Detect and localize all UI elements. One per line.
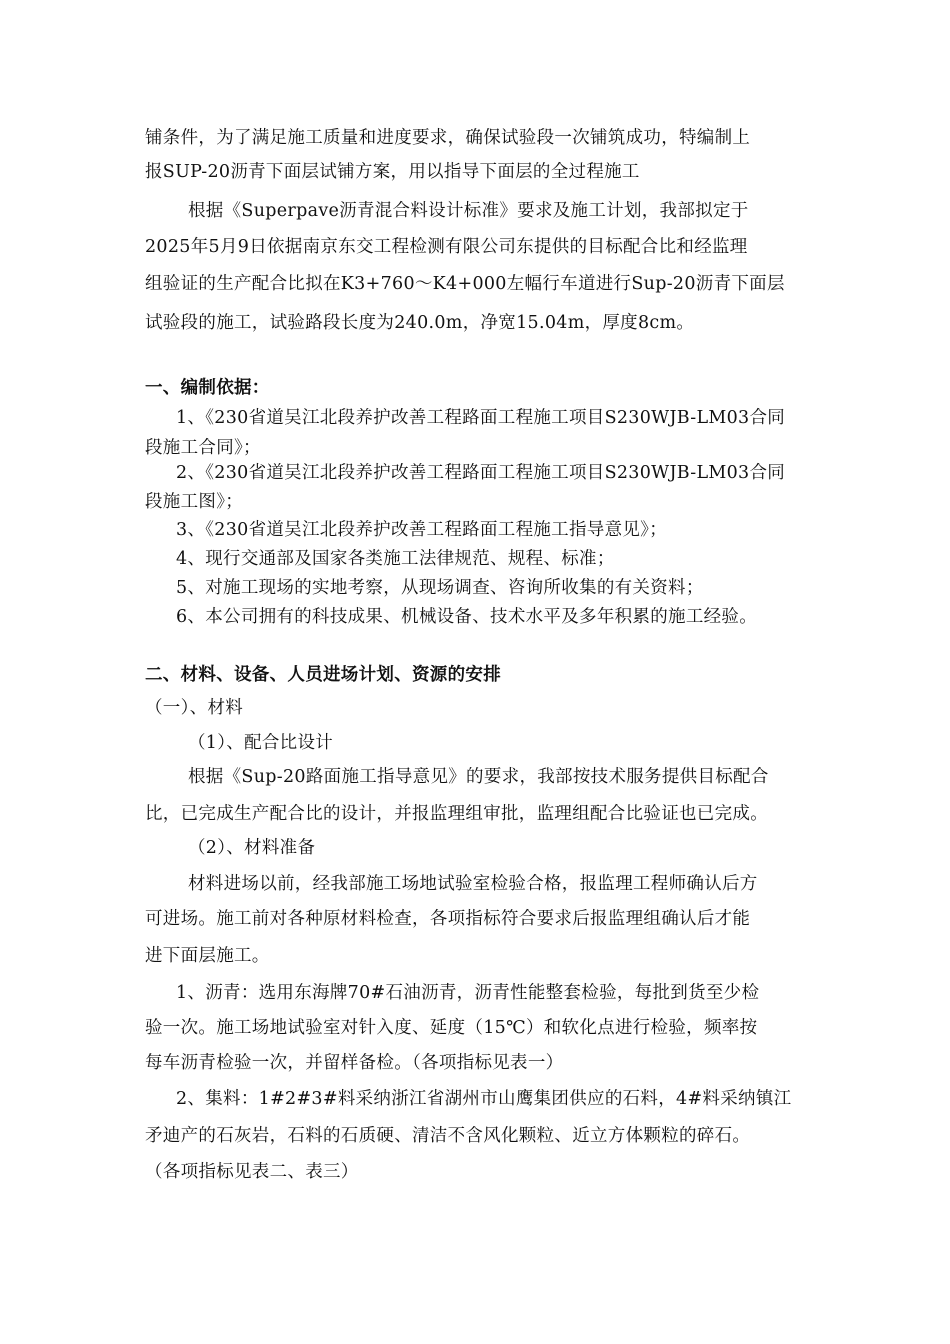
paragraph-line: 根据《Superpave沥青混合料设计标准》要求及施工计划，我部拟定于 [188,201,749,221]
list-item-continuation: 段施工图》； [145,492,244,512]
paragraph-line: 根据《Sup-20路面施工指导意见》的要求，我部按技术服务提供目标配合 [188,767,769,787]
list-item-continuation: 段施工合同》； [145,438,261,458]
list-item: 4、现行交通部及国家各类施工法律规范、规程、标准； [176,549,615,569]
section-heading: 二、材料、设备、人员进场计划、资源的安排 [145,665,501,685]
paragraph-line: 试验段的施工，试验路段长度为240.0m，净宽15.04m，厚度8cm。 [145,313,695,333]
section-heading: 一、编制依据： [145,378,270,398]
paragraph-line: 材料进场以前，经我部施工场地试验室检验合格，报监理工程师确认后方 [188,874,758,894]
list-item: 3、《230省道吴江北段养护改善工程路面工程施工指导意见》； [176,520,668,540]
paragraph-line: （各项指标见表二、表三） [145,1162,359,1182]
subsection-heading: （1）、配合比设计 [188,733,334,753]
list-item: 2、《230省道吴江北段养护改善工程路面工程施工项目S230WJB-LM03合同 [176,463,786,483]
subsection-heading: （2）、材料准备 [188,838,316,858]
paragraph-line: 组验证的生产配合比拟在K3+760～K4+000左幅行车道进行Sup-20沥青下面层 [145,274,785,294]
subsection-heading: （一）、材料 [145,698,244,718]
paragraph-line: 进下面层施工。 [145,946,270,966]
paragraph-line: 矛迪产的石灰岩，石料的石质硬、清洁不含风化颗粒、近立方体颗粒的碎石。 [145,1126,751,1146]
paragraph-line: 铺条件，为了满足施工质量和进度要求，确保试验段一次铺筑成功，特编制上 [145,128,751,148]
paragraph-line: 报SUP-20沥青下面层试铺方案，用以指导下面层的全过程施工 [145,162,640,182]
paragraph-line: 2025年5月9日依据南京东交工程检测有限公司东提供的目标配合比和经监理 [145,237,748,257]
list-item: 1、《230省道吴江北段养护改善工程路面工程施工项目S230WJB-LM03合同 [176,408,786,428]
paragraph-line: 每车沥青检验一次，并留样备检。（各项指标见表一） [145,1053,564,1073]
paragraph-line: 2、集料：1#2#3#料采纳浙江省湖州市山鹰集团供应的石料，4#料采纳镇江 [176,1089,792,1109]
list-item: 6、本公司拥有的科技成果、机械设备、技术水平及多年积累的施工经验。 [176,607,758,627]
paragraph-line: 1、沥青：选用东海牌70#石油沥青，沥青性能整套检验，每批到货至少检 [176,983,760,1003]
paragraph-line: 比，已完成生产配合比的设计，并报监理组审批，监理组配合比验证也已完成。 [145,804,768,824]
list-item: 5、对施工现场的实地考察，从现场调查、咨询所收集的有关资料； [176,578,704,598]
paragraph-line: 验一次。施工场地试验室对针入度、延度（15℃）和软化点进行检验，频率按 [145,1018,758,1038]
paragraph-line: 可进场。施工前对各种原材料检查，各项指标符合要求后报监理组确认后才能 [145,909,751,929]
